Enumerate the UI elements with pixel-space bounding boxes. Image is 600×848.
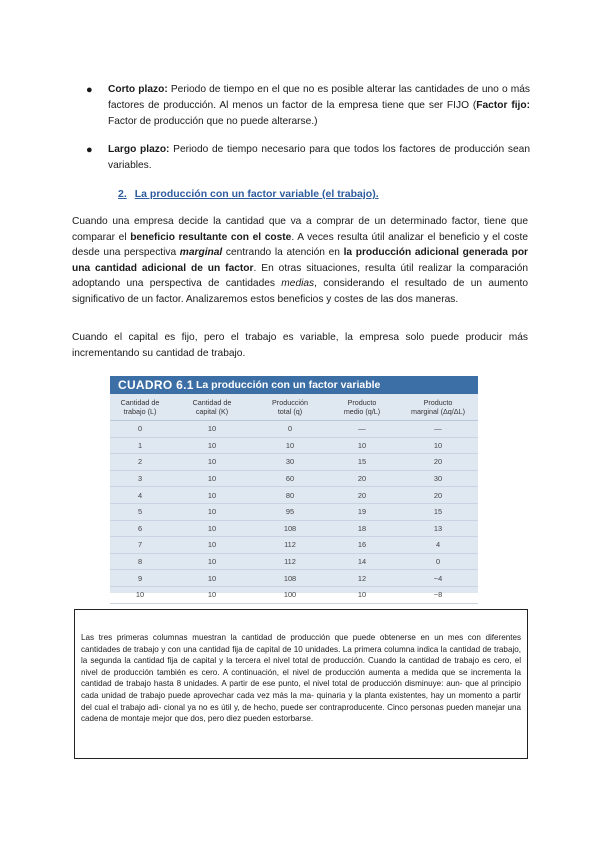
- table-cell: 30: [433, 474, 443, 484]
- table-cell: 9: [137, 573, 143, 583]
- column-header: [326, 398, 398, 416]
- header-line: Cantidad de: [192, 398, 232, 407]
- header-line: total (q): [277, 407, 303, 416]
- table-cell: 0: [287, 424, 293, 434]
- column-header: [110, 398, 170, 416]
- header-line: Producto: [423, 398, 453, 407]
- table-row: [110, 537, 478, 554]
- table-cell: 10: [207, 590, 217, 600]
- table-cell: 112: [284, 557, 296, 567]
- table-cell: 6: [137, 523, 143, 533]
- table-note-text: Las tres primeras columnas muestran la cantidad de producción que puede obtenerse en un mes con diferentes cantidades de trabajo y con una cantidad fija de capital de 10 unidades. La primera columna indica la cantidad de trabajo, la segunda la cantidad fija de capital y la tercera el nivel total de producción. Cuando la cantidad de trabajo es cero, el nivel de producción también es cero. A continuación, el nivel de producción aumenta a medida que se incrementa la cantidad de trabajo hasta 8 unidades. A partir de ese punto, el nivel total de producción disminuye: aun- que al principio cada unidad de trabajo puede aprovechar cada vez más la ma- quinaria y la planta existentes, hay un momento a partir del cual el trabajo adi- cional ya no es útil y, de hecho, puede ser contraproducente. Cinco personas pueden manejar una cadena de montaje mejor que dos, pero diez pueden estorbarse.: [81, 633, 521, 724]
- section-heading: [118, 188, 379, 200]
- text-run: Cuando una empresa decide la cantidad que va a comprar de un determinado factor, tiene que comparar el: [72, 216, 528, 243]
- header-line: capital (K): [195, 407, 229, 416]
- table-cell: 100: [283, 590, 297, 600]
- header-line: marginal (Δq/ΔL): [411, 407, 465, 416]
- table-cell: 10: [207, 540, 217, 550]
- table-cell: 80: [285, 490, 295, 500]
- table-row: [110, 454, 478, 471]
- list-item: [84, 82, 530, 130]
- table-cell: 15: [357, 457, 367, 467]
- italic-run: medias: [281, 278, 315, 290]
- production-table: [110, 376, 478, 600]
- table-cell: 10: [207, 507, 217, 517]
- table-cell: 16: [357, 540, 367, 550]
- table-cell: 60: [285, 474, 295, 484]
- table-body: [110, 421, 478, 604]
- bold-run: la producción adicional generada por una cantidad adicional de un factor: [72, 247, 529, 274]
- definition-text: Factor de producción que no puede alterarse.): [108, 116, 318, 127]
- table-number: CUADRO 6.1: [118, 378, 194, 392]
- section-title-text: La producción con un factor variable (el trabajo).: [134, 188, 379, 200]
- table-row: [110, 554, 478, 571]
- table-cell: 19: [357, 507, 367, 517]
- table-row: [110, 438, 478, 455]
- table-cell: 10: [207, 523, 217, 533]
- header-line: Producción: [272, 398, 308, 407]
- table-cell: −8: [433, 590, 443, 600]
- table-cell: 20: [357, 474, 367, 484]
- header-line: medio (q/L): [343, 407, 381, 416]
- column-header: [254, 398, 326, 416]
- definition-text: Periodo de tiempo necesario para que todos los factores de producción sean variables.: [108, 144, 531, 171]
- term-label: Factor fijo:: [476, 100, 530, 111]
- text-run: . A veces resulta útil analizar el beneficio y el coste desde una perspectiva: [72, 231, 529, 259]
- table-cell: 4: [435, 540, 441, 550]
- table-cell: 14: [357, 557, 367, 567]
- table-row: [110, 471, 478, 488]
- table-cell: 112: [284, 540, 296, 550]
- table-cell: 10: [207, 573, 217, 583]
- table-row: [110, 487, 478, 504]
- table-row: [110, 421, 478, 438]
- header-line: Cantidad de: [120, 398, 160, 407]
- table-cell: 30: [285, 457, 295, 467]
- table-cell: 10: [135, 590, 145, 600]
- table-cell: 10: [357, 440, 367, 450]
- table-cell: 10: [207, 474, 217, 484]
- column-headers: [110, 394, 478, 421]
- table-row: [110, 504, 478, 521]
- table-cell: 20: [357, 490, 367, 500]
- table-cell: 7: [137, 540, 143, 550]
- bullet-icon: ●: [86, 144, 93, 156]
- table-cell: 10: [433, 440, 443, 450]
- column-header: [170, 398, 254, 416]
- definition-text: Periodo de tiempo en el que no es posible alterar las cantidades de uno o más factores de producción. Al menos un factor de la empresa tiene que ser FIJO (: [108, 84, 531, 111]
- table-cell: 3: [137, 474, 143, 484]
- table-cell: —: [358, 424, 366, 434]
- table-cell: 13: [433, 523, 443, 533]
- header-line: Producto: [347, 398, 377, 407]
- table-cell: 108: [283, 573, 297, 583]
- table-cell: —: [434, 424, 442, 434]
- table-cell: 95: [285, 507, 295, 517]
- term-label: Corto plazo:: [108, 84, 168, 95]
- text-run: . En otras situaciones, resulta útil realizar la comparación adoptando una perspectiva de cantidades: [72, 262, 529, 290]
- table-cell: 10: [357, 590, 367, 600]
- table-cell: 8: [137, 557, 143, 567]
- table-cell: 0: [137, 424, 143, 434]
- table-cell: 10: [207, 490, 217, 500]
- table-row: [110, 521, 478, 538]
- table-cell: 18: [357, 523, 367, 533]
- table-title: La producción con un factor variable: [196, 379, 381, 391]
- table-cell: 10: [207, 457, 217, 467]
- table-cell: 15: [433, 507, 443, 517]
- table-cell: 10: [285, 440, 295, 450]
- table-cell: 20: [433, 490, 443, 500]
- paragraph: Cuando el capital es fijo, pero el trabajo es variable, la empresa solo puede producir más incrementando su cantidad de trabajo.: [72, 332, 528, 359]
- table-cell: 10: [207, 440, 217, 450]
- table-cell: 10: [207, 424, 217, 434]
- bullet-icon: ●: [86, 84, 93, 96]
- definitions-list: [84, 82, 530, 186]
- table-cell: 1: [137, 440, 143, 450]
- table-cell: 108: [283, 523, 297, 533]
- term-label: Largo plazo:: [108, 144, 170, 155]
- table-cell: 2: [137, 457, 143, 467]
- table-cell: 0: [435, 557, 441, 567]
- text-run: centrando la atención en: [222, 247, 344, 259]
- table-cell: 5: [137, 507, 143, 517]
- paragraph: [72, 214, 528, 308]
- table-cell: 20: [433, 457, 443, 467]
- list-item: [84, 142, 530, 174]
- bold-run: beneficio resultante con el coste: [130, 231, 292, 243]
- table-row: [110, 587, 478, 604]
- table-row: [110, 570, 478, 587]
- text-run: , considerando el resultado de un aumento significativo de un factor. Analizaremos estos beneficios y costes de las dos maneras.: [72, 278, 528, 305]
- table-header-bar: [110, 376, 478, 394]
- section-number: 2.: [118, 188, 127, 200]
- table-cell: 10: [207, 557, 217, 567]
- table-cell: 12: [357, 573, 367, 583]
- header-line: trabajo (L): [123, 407, 157, 416]
- table-cell: −4: [433, 573, 443, 583]
- column-header: [398, 398, 478, 416]
- bold-italic-run: marginal: [179, 247, 223, 259]
- table-cell: 4: [137, 490, 143, 500]
- table-note-box: [74, 609, 528, 759]
